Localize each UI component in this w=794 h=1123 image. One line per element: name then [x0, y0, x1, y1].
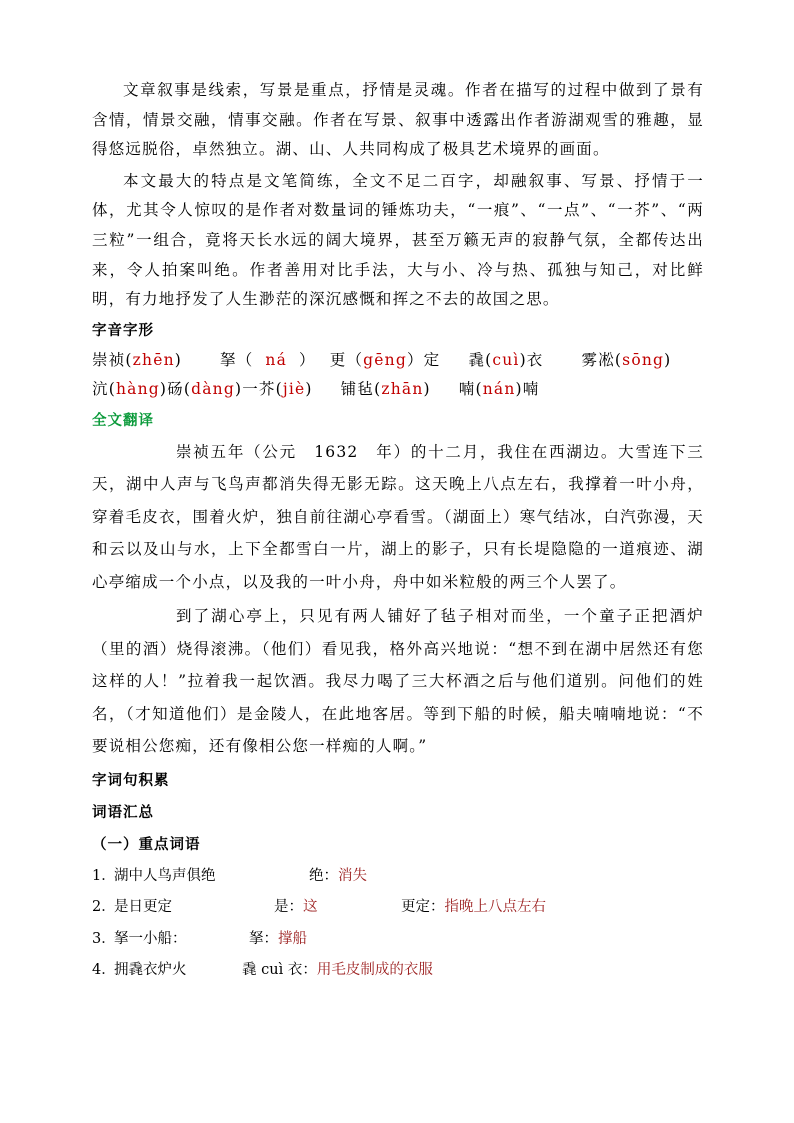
translation-paragraph-1: 崇祯五年（公元 1632 年）的十二月，我住在西湖边。大雪连下三天，湖中人声与飞鸟声都消失得无影无踪。这天晚上八点左右，我撑着一叶小舟，穿着毛皮衣，围着火炉，独自前往湖心亭看雪。（湖面上）寒气结冰，白汽弥漫，天和云以及山与水，上下全都雪白一片，湖上的影子，只有长堤隐隐的一道痕迹、湖心亭缩成一个小点，以及我的一叶小舟，舟中如米粒般的两三个人罢了。	[92, 442, 704, 591]
vocab-item: 2．是日更定 是：这 更定：指晚上八点左右	[92, 899, 546, 916]
analysis-paragraph-2: 本文最大的特点是文笔简练，全文不足二百字，却融叙事、写景、抒情于一体，尤其令人惊叹的是作者对数量词的锤炼功夫，“一痕”、“一点”、“一芥”、“两三粒”一组合，竟将天长水远的阔大境界，甚至万籁无声的寂静气氛，全都传达出来，令人拍案叫绝。作者善用对比手法，大与小、冷与热、孤独与知己，对比鲜明，有力地抒发了人生渺茫的深沉感慨和挥之不去的故国之思。	[92, 171, 704, 309]
pron-item: 喃(nán)喃	[458, 380, 540, 399]
document-page	[92, 76, 704, 987]
pron-item: 雾凇(sōng)	[581, 350, 672, 369]
pron-item: 砀(dàng)	[167, 380, 243, 399]
vocab-item: 4．拥毳衣炉火 毳 cuì 衣：用毛皮制成的衣服	[92, 962, 433, 979]
pron-item: 沆(hàng)	[92, 380, 168, 399]
pron-item: 毳(cuì)衣	[468, 350, 544, 369]
key-words-heading: （一）重点词语	[92, 835, 201, 853]
accumulation-heading: 字词句积累	[92, 771, 170, 789]
pron-item: 崇祯(zhēn)	[92, 350, 183, 369]
analysis-paragraph-1: 文章叙事是线索，写景是重点，抒情是灵魂。作者在描写的过程中做到了景有含情，情景交融，情事交融。作者在写景、叙事中透露出作者游湖观雪的雅趣，显得悠远脱俗，卓然独立。湖、山、人共同构成了极具艺术境界的画面。	[92, 81, 704, 159]
pron-item: 铺毡(zhān)	[340, 380, 431, 399]
translation-paragraph-2: 到了湖心亭上，只见有两人铺好了毡子相对而坐，一个童子正把酒炉（里的酒）烧得滚沸。（他们）看见我，格外高兴地说：“想不到在湖中居然还有您这样的人！”拉着我一起饮酒。我尽力喝了三大杯酒之后与他们道别。问他们的姓名，（才知道他们）是金陵人，在此地客居。等到下船的时候，船夫喃喃地说：“不要说相公您痴，还有像相公您一样痴的人啊。”	[92, 607, 704, 756]
pron-item: 一芥(jiè)	[242, 380, 313, 399]
vocab-item: 3．拏一小船： 拏：撑船	[92, 930, 307, 947]
vocab-summary-heading: 词语汇总	[92, 803, 154, 821]
vocab-item: 1．湖中人鸟声俱绝 绝：消失	[92, 867, 367, 884]
pronunciation-heading: 字音字形	[92, 321, 154, 339]
translation-heading: 全文翻译	[92, 411, 154, 429]
pronunciation-list	[92, 346, 704, 405]
pron-item: 更（gēng）定	[329, 350, 441, 369]
pron-item: 拏（ ná ）	[220, 350, 316, 369]
